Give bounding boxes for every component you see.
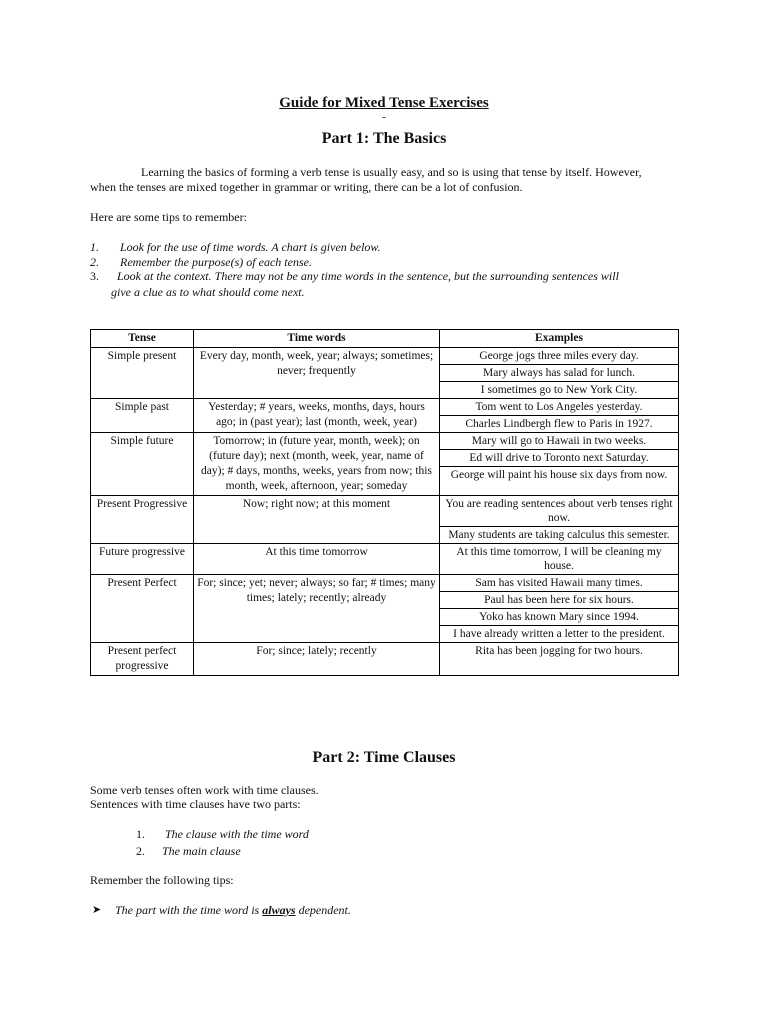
bullet-tip (92, 903, 592, 918)
example-sentence: At this time tomorrow, I will be cleaning my house. (456, 546, 662, 572)
time-words-cell: Every day, month, week, year; always; sometimes; never; frequently (194, 348, 440, 399)
title-dash: - (382, 111, 386, 123)
example-sentence: Sam has visited Hawaii many times. (440, 575, 678, 592)
examples-cell (440, 544, 679, 575)
examples-cell (440, 399, 679, 433)
example-sentence: George jogs three miles every day. (440, 348, 678, 365)
bullet-tip-text: The part with the time word is always dependent. (115, 903, 351, 917)
intro-line-1: Learning the basics of forming a verb tense is usually easy, and so is using that tense by itself. However, (141, 165, 642, 179)
clause-part-1 (136, 827, 536, 842)
header-examples: Examples (440, 330, 679, 348)
tip-3-number: 3. (90, 269, 99, 283)
remember-tips: Remember the following tips: (90, 873, 234, 887)
tip-2-text: Remember the purpose(s) of each tense. (120, 255, 312, 269)
tip-3-continuation: give a clue as to what should come next. (111, 285, 305, 299)
tense-cell: Simple past (91, 399, 194, 433)
tip-1-number: 1. (90, 240, 99, 254)
part2-line-2: Sentences with time clauses have two parts: (90, 797, 301, 811)
tip-3 (90, 269, 680, 284)
table-row (91, 433, 679, 496)
tip-2 (90, 255, 680, 270)
clause-part-1-number: 1. (136, 827, 145, 841)
examples-cell (440, 575, 679, 643)
tense-table (90, 329, 679, 676)
example-sentence: Mary always has salad for lunch. (440, 365, 678, 382)
tense-cell: Simple present (91, 348, 194, 399)
table-row (91, 643, 679, 676)
clause-part-2-number: 2. (136, 844, 145, 858)
example-sentence: I have already written a letter to the president. (453, 628, 665, 640)
examples-cell (440, 496, 679, 544)
part2-line-1: Some verb tenses often work with time clauses. (90, 783, 319, 797)
tip-1 (90, 240, 680, 255)
example-sentence: Charles Lindbergh flew to Paris in 1927. (465, 418, 653, 430)
example-sentence: You are reading sentences about verb tenses right now. (440, 496, 678, 527)
examples-cell (440, 348, 679, 399)
example-sentence: Mary will go to Hawaii in two weeks. (440, 433, 678, 450)
clause-part-2-text: The main clause (162, 844, 241, 858)
table-row (91, 575, 679, 643)
example-sentence: Many students are taking calculus this semester. (448, 529, 670, 541)
arrow-bullet-icon: ➤ (92, 904, 102, 916)
examples-cell (440, 643, 679, 676)
tense-cell: Future progressive (91, 544, 194, 575)
clause-part-2 (136, 844, 536, 859)
example-sentence: Ed will drive to Toronto next Saturday. (440, 450, 678, 467)
example-sentence: I sometimes go to New York City. (480, 384, 638, 396)
table-row (91, 496, 679, 544)
time-words-cell: Tomorrow; in (future year, month, week); on (future day); next (month, week, year, name of day); # days, months, weeks, years from now; this month, week, afternoon, year; someday (194, 433, 440, 496)
time-words-cell: Now; right now; at this moment (194, 496, 440, 544)
header-tense: Tense (91, 330, 194, 348)
tip-2-number: 2. (90, 255, 99, 269)
header-time-words: Time words (194, 330, 440, 348)
table-header-row (91, 330, 679, 348)
part1-heading: Part 1: The Basics (321, 130, 447, 147)
time-words-cell: For; since; lately; recently (194, 643, 440, 676)
example-sentence: Paul has been here for six hours. (440, 592, 678, 609)
example-sentence: Tom went to Los Angeles yesterday. (440, 399, 678, 416)
example-sentence: Yoko has known Mary since 1994. (440, 609, 678, 626)
tip-3-text: Look at the context. There may not be any time words in the sentence, but the surrounding sentences will (117, 269, 619, 283)
tip-1-text: Look for the use of time words. A chart is given below. (120, 240, 381, 254)
tense-cell: Present Perfect (91, 575, 194, 643)
time-words-cell: Yesterday; # years, weeks, months, days, hours ago; in (past year); last (month, week, year) (194, 399, 440, 433)
time-words-cell: At this time tomorrow (194, 544, 440, 575)
tense-cell: Present perfect progressive (91, 643, 194, 676)
examples-cell (440, 433, 679, 496)
tense-cell: Simple future (91, 433, 194, 496)
table-row (91, 544, 679, 575)
example-sentence: Rita has been jogging for two hours. (475, 645, 643, 657)
example-sentence: George will paint his house six days from now. (450, 469, 668, 481)
tense-cell: Present Progressive (91, 496, 194, 544)
clause-part-1-text: The clause with the time word (165, 827, 309, 841)
tips-intro: Here are some tips to remember: (90, 210, 247, 224)
table-row (91, 348, 679, 399)
intro-line-2: when the tenses are mixed together in grammar or writing, there can be a lot of confusion. (90, 180, 523, 194)
table-row (91, 399, 679, 433)
document-title: Guide for Mixed Tense Exercises (279, 95, 489, 111)
time-words-cell: For; since; yet; never; always; so far; # times; many times; lately; recently; already (194, 575, 440, 643)
emphasis-always: always (262, 903, 296, 917)
part2-heading: Part 2: Time Clauses (312, 749, 456, 766)
